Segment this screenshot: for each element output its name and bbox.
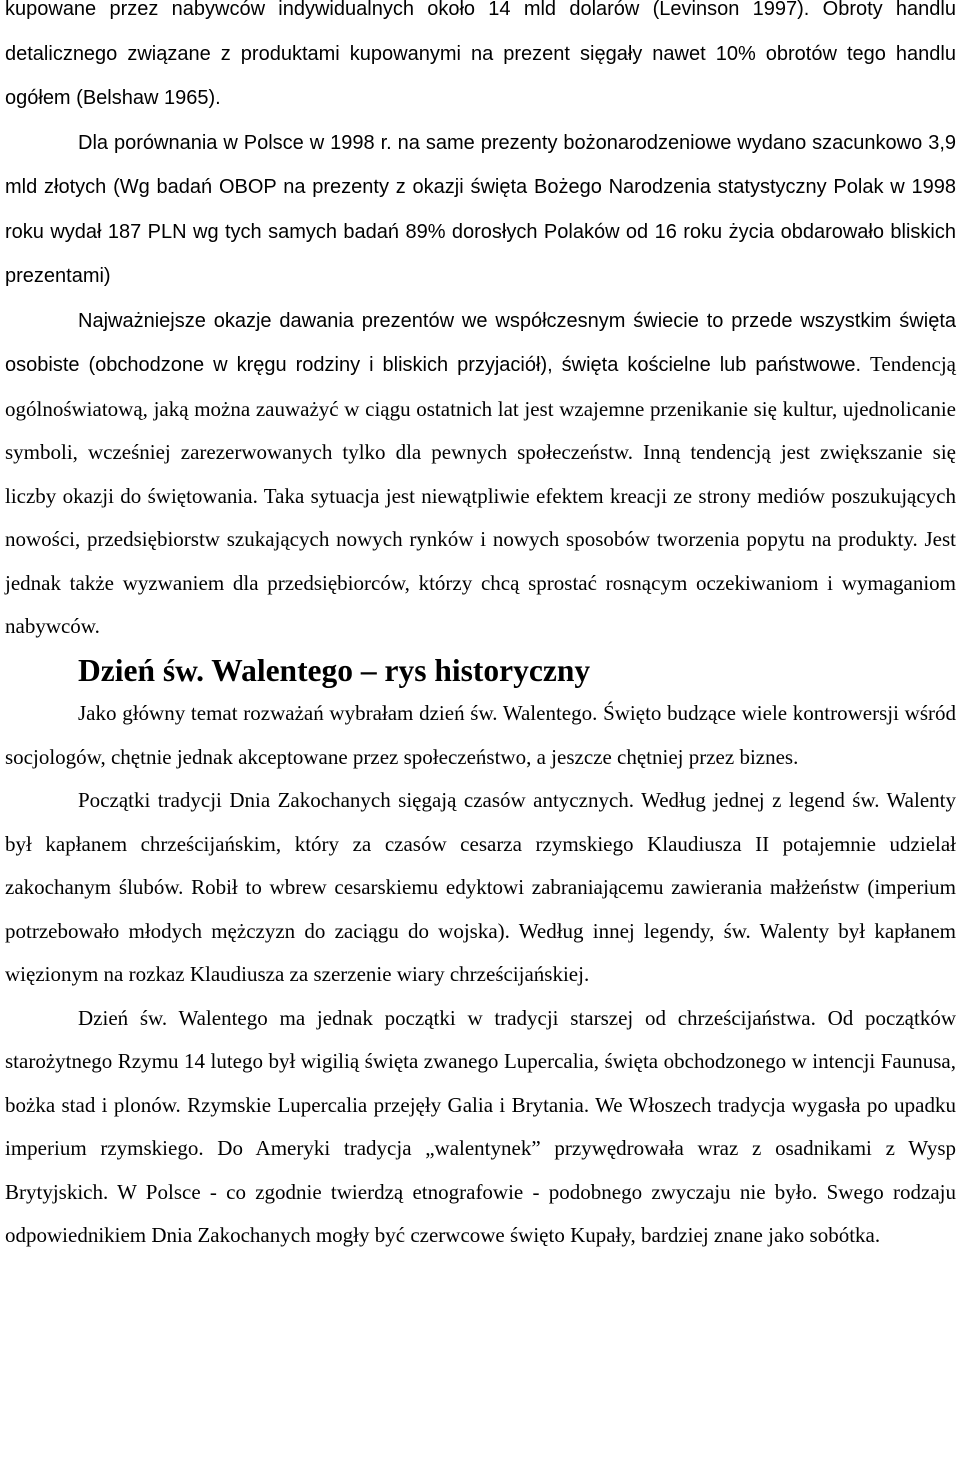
paragraph-legends: Początki tradycji Dnia Zakochanych sięgają czasów antycznych. Według jednej z legend św. Walenty był kapłanem chrześcijańskim, który za czasów cesarza rzymskiego Klaudiusza II potajemnie udzielał zakochanym ślubów. Robił to wbrew cesarskiemu edyktowi zabraniającemu zawierania małżeństw (imperium potrzebowało młodych mężczyzn do zaciągu do wojska). Według innej legendy, św. Walenty był kapłanem więzionym na rozkaz Klaudiusza za szerzenie wiary chrześcijańskiej. bbox=[5, 788, 956, 986]
paragraph-consumer-spending bbox=[5, 0, 956, 121]
paragraph-text-serif: Tendencją ogólnoświatową, jaką można zauważyć w ciągu ostatnich lat jest wzajemne przenikanie się kultur, ujednolicanie symboli, wcześniej zarezerwowanych tylko dla pewnych społeczeństw. Inną tendencją jest zwiększanie się liczby okazji do świętowania. Taka sytuacja jest niewątpliwie efektem kreacji ze strony mediów poszukujących nowości, przedsiębiorstw szukających nowych rynków i nowych sposobów tworzenia popytu na produkty. Jest jednak także wyzwaniem dla przedsiębiorców, którzy chcą sprostać rosnącym oczekiwaniom i wymaganiom nabywców. bbox=[5, 352, 956, 638]
section-heading: Dzień św. Walentego – rys historyczny bbox=[78, 652, 591, 688]
paragraph-poland-comparison bbox=[5, 121, 956, 299]
paragraph-text: kupowane przez nabywców indywidualnych około 14 mld dolarów (Levinson 1997). Obroty handlu detalicznego związane z produktami kupowanymi na prezent sięgały nawet 10% obrotów tego handlu ogółem (Belshaw 1965). bbox=[5, 0, 956, 109]
paragraph-text: Dla porównania w Polsce w 1998 r. na same prezenty bożonarodzeniowe wydano szacunkowo 3,9 mld złotych (Wg badań OBOP na prezenty z okazji święta Bożego Narodzenia statystyczny Polak w 1998 roku wydał 187 PLN wg tych samych badań 89% dorosłych Polaków od 16 roku życia obdarowało bliskich prezentami) bbox=[5, 131, 956, 287]
paragraph-topic-choice: Jako główny temat rozważań wybrałam dzień św. Walentego. Święto budzące wiele kontrowersji wśród socjologów, chętnie jednak akceptowane przez społeczeństwo, a jeszcze chętniej przez biznes. bbox=[5, 701, 956, 769]
paragraph-gift-occasions bbox=[5, 299, 956, 649]
paragraph-origins: Dzień św. Walentego ma jednak początki w tradycji starszej od chrześcijaństwa. Od początków starożytnego Rzymu 14 lutego był wigilią święta zwanego Lupercalia, święta obchodzonego w intencji Faunusa, bożka stad i plonów. Rzymskie Lupercalia przejęły Galia i Brytania. We Włoszech tradycja wygasła po upadku imperium rzymskiego. Do Ameryki tradycja „walentynek” przywędrowała wraz z osadnikami z Wysp Brytyjskich. W Polsce - co zgodnie twierdzą etnografowie - podobnego zwyczaju nie było. Swego rodzaju odpowiednikiem Dnia Zakochanych mogły być czerwcowe święto Kupały, bardziej znane jako sobótka. bbox=[5, 1005, 956, 1247]
paragraph-text-sans: Najważniejsze okazje dawania prezentów we współczesnym świecie to przede wszystkim święta osobiste (obchodzone w kręgu rodziny i bliskich przyjaciół), święta kościelne lub państwowe. bbox=[5, 309, 956, 376]
